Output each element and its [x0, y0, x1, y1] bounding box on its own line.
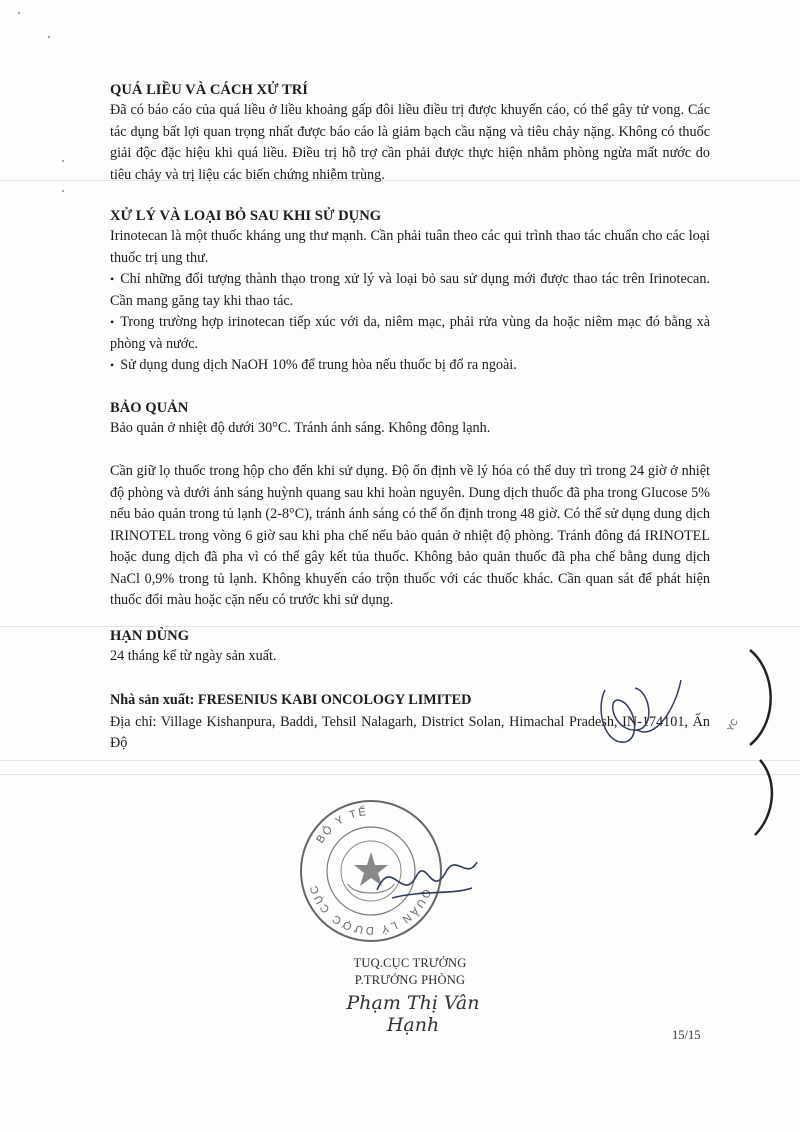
- handling-bullet: [110, 355, 710, 377]
- scan-speck: [62, 190, 64, 192]
- bullet-text: Sử dụng dung dịch NaOH 10% để trung hòa nếu thuốc bị đổ ra ngoài.: [120, 357, 517, 373]
- handwritten-signature: [585, 670, 705, 760]
- handling-section: [110, 206, 710, 377]
- scan-speck: [18, 12, 20, 14]
- storage-line: Bảo quản ở nhiệt độ dưới 30°C. Tránh ánh sáng. Không đông lạnh.: [110, 420, 491, 436]
- manufacturer-address: Địa chỉ: Village Kishanpura, Baddi, Tehsil Nalagarh, District Solan, Himachal Pradesh, IN-174101, Ấn Độ: [110, 713, 710, 751]
- overdose-heading: QUÁ LIỀU VÀ CÁCH XỬ TRÍ: [110, 82, 308, 98]
- signatory-title: TUQ.CỤC TRƯỞNG: [353, 956, 467, 970]
- storage-section: [110, 398, 710, 440]
- scan-speck: [62, 160, 64, 162]
- overdose-section: [110, 80, 710, 186]
- scan-line: [0, 760, 800, 761]
- manufacturer-label: Nhà sản xuất: FRESENIUS KABI ONCOLOGY LIMITED: [110, 692, 472, 708]
- handling-intro: Irinotecan là một thuốc kháng ung thư mạnh. Cần phải tuân theo các qui trình thao tác chuẩn cho các loại thuốc trị ung thư.: [110, 228, 710, 266]
- svg-text:BỘ Y TẾ: [314, 805, 368, 846]
- handling-heading: XỬ LÝ VÀ LOẠI BỎ SAU KHI SỬ DỤNG: [110, 208, 382, 224]
- svg-text:CỤC: [308, 882, 333, 915]
- svg-text:YC: YC: [725, 717, 740, 733]
- storage-details: Cần giữ lọ thuốc trong hộp cho đến khi sử dụng. Độ ổn định về lý hóa có thể duy trì trong 24 giờ ở nhiệt độ phòng và dưới ánh sáng huỳnh quang sau khi hoàn nguyên. Dung dịch thuốc đã pha trong Glucose 5% nếu bảo quản trong tủ lạnh (2-8°C), tránh ánh sáng có thể ổn định trong 48 giờ. Có thể sử dụng dung dịch IRINOTEL trong vòng 6 giờ sau khi pha chế nếu bảo quản ở nhiệt độ phòng. Tránh đông đá IRINOTEL hoặc dung dịch đã pha vì có thể gây kết tủa thuốc. Không bảo quản thuốc đã pha chế bằng dung dịch NaCl 0,9% trong tủ lạnh. Không khuyến cáo trộn thuốc với các thuốc khác. Cần quan sát để phát hiện thuốc đổi màu hoặc cặn nếu có trước khi sử dụng.: [110, 463, 710, 608]
- shelf-life-section: [110, 626, 710, 668]
- storage-details-block: [110, 461, 710, 612]
- handling-bullet: [110, 269, 710, 312]
- bullet-text: Trong trường hợp irinotecan tiếp xúc với da, niêm mạc, phải rửa vùng da hoặc niêm mạc đó bằng xà phòng và nước.: [110, 314, 710, 352]
- page-number: 15/15: [672, 1028, 701, 1042]
- scan-speck: [48, 36, 50, 38]
- handling-bullet: [110, 312, 710, 355]
- partial-stamp: [720, 640, 790, 840]
- seal-ring-bottom: QUẢN LÝ DƯỢC: [328, 887, 433, 937]
- signatory-name: Phạm Thị Vân Hạnh: [346, 992, 480, 1036]
- scan-line: [0, 774, 800, 775]
- seal-ring-left: CỤC: [307, 882, 333, 916]
- seal-ring-top: BỘ Y TẾ: [314, 805, 369, 846]
- handwritten-signature: [372, 850, 482, 910]
- storage-heading: BẢO QUẢN: [110, 400, 189, 416]
- overdose-body: Đã có báo cáo của quá liều ở liều khoảng gấp đôi liều điều trị được khuyến cáo, có thể gây tử vong. Các tác dụng bất lợi quan trọng nhất được báo cáo là giảm bạch cầu nặng và tiêu chảy nặng. Không có thuốc giải độc đặc hiệu khi quá liều. Điều trị hỗ trợ cần phải được thực hiện nhằm phòng ngừa mất nước do tiêu chảy và trị liệu các biến chứng nhiễm trùng.: [110, 102, 710, 183]
- shelf-life-text: 24 tháng kể từ ngày sản xuất.: [110, 648, 277, 664]
- signatory-position: P.TRƯỞNG PHÒNG: [354, 973, 466, 987]
- bullet-text: Chỉ những đối tượng thành thạo trong xử lý và loại bỏ sau sử dụng mới được thao tác trên Irinotecan. Cần mang găng tay khi thao tác.: [110, 271, 710, 309]
- shelf-life-heading: HẠN DÙNG: [110, 628, 190, 644]
